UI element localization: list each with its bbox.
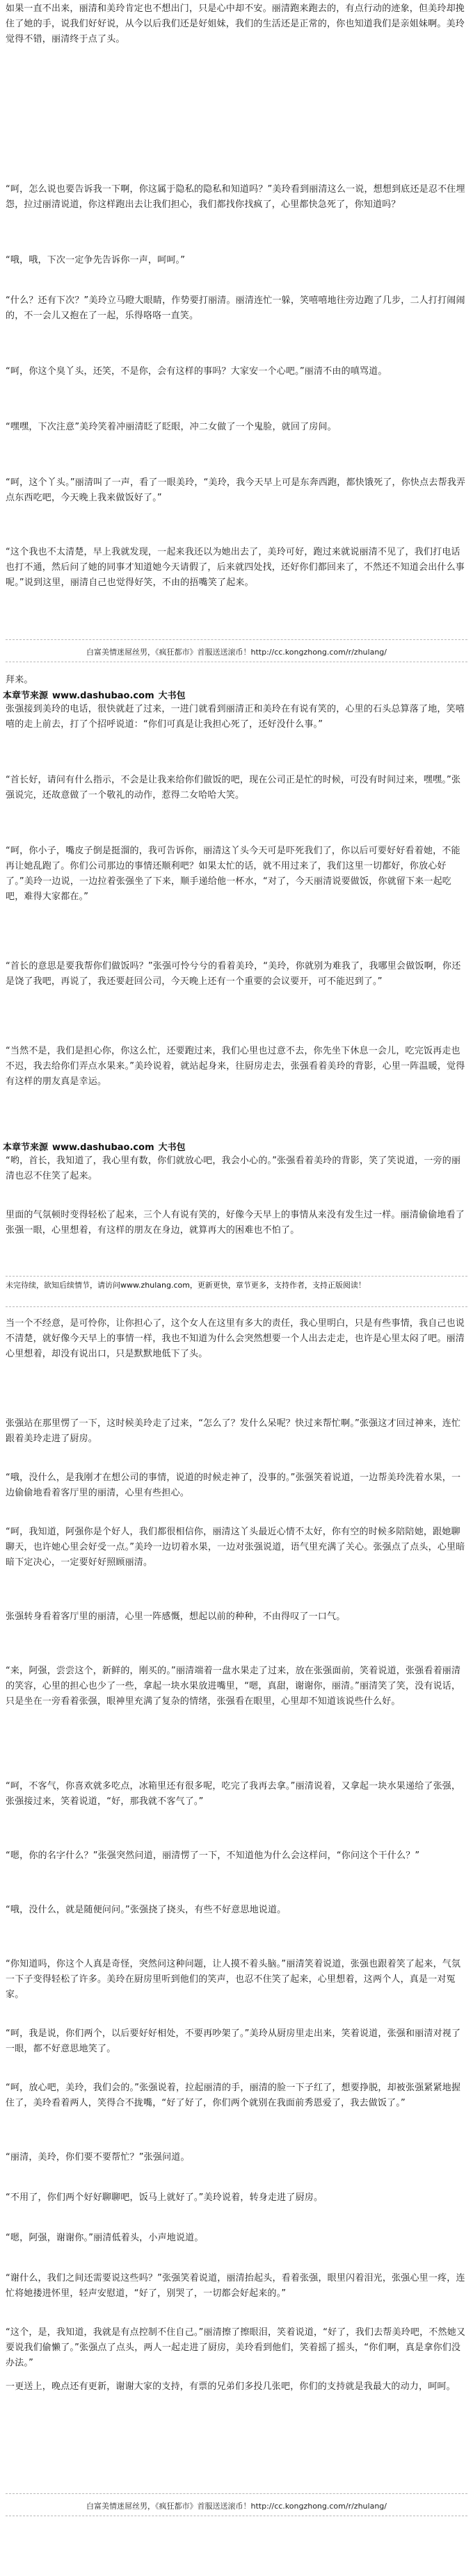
paragraph: “不用了，你们两个好好聊聊吧，饭马上就好了。”美玲说着，转身走进了厨房。: [6, 2192, 323, 2203]
paragraph: 张强转身看着客厅里的丽清，心里一阵感慨，想起以前的种种，不由得叹了一口气。: [6, 1611, 346, 1622]
paragraph: “哦，哦，下次一定争先告诉你一声，呵呵。”: [6, 255, 186, 265]
paragraph: “呵，我知道，阿强你是个好人，我们都很相信你，丽清这丫头最近心情不太好，你有空的时候多陪陪她，跟她聊聊天，也许她心里会好受一点。”美玲一边切着水果，一边对张强说道，语气里充满了关心。张强点了点头，心里暗暗下定决心，一定要好好照顾丽清。: [6, 1527, 465, 1568]
paragraph: “哟，首长，我知道了，我心里有数，你们就放心吧，我会小心的。”张强看着美玲的背影，笑了笑说道，一旁的丽清也忍不住笑了起来。: [6, 1156, 461, 1181]
paragraph: “呵，不客气，你喜欢就多吃点，冰箱里还有很多呢，吃完了我再去拿。”丽清说着，又拿起一块水果递给了张强，张强接过来，笑着说道，“好，那我就不客气了。”: [6, 1781, 461, 1807]
paragraph: “当然不是，我们是担心你，你这么忙，还要跑过来，我们心里也过意不去，你先坐下休息一会儿，吃完饭再走也不迟，我去给你们弄点水果来。”美玲说着，就站起身来，往厨房走去，张强看着美玲的背影，心里一阵温暖，觉得有这样的朋友真是幸运。: [6, 1046, 465, 1087]
divider: [6, 1306, 467, 1308]
paragraph: 如果一直不出来，丽清和美玲肯定也不想出门，只是心中却不安。丽清跑来跑去的，有点行动的迹象，但美玲却挽住了她的手，说我们好好说，从今以后我们还是好姐妹，我们的生活还是正常的，你也知道我们是亲姐妹啊。美玲觉得不错，丽清终于点了头。: [6, 3, 465, 44]
paragraph: “来，阿强，尝尝这个，新鲜的，刚买的。”丽清端着一盘水果走了过来，放在张强面前，笑着说道，张强看着丽清的笑容，心里的担心也少了一些，拿起一块水果放进嘴里，“嗯，真甜，谢谢你，丽清。”丽清笑了笑，没有说话，只是坐在一旁看着张强，眼神里充满了复杂的情绪，张强看在眼里，心里却不知道该说些什么好。: [6, 1666, 461, 1707]
paragraph: “呵，放心吧，美玲，我们会的。”张强说着，拉起丽清的手，丽清的脸一下子红了，想要挣脱，却被张强紧紧地握住了，美玲看着两人，笑得合不拢嘴，“好了好了，你们两个就别在我面前秀恩爱了，我去做饭了。”: [6, 2083, 461, 2108]
paragraph: 张强站在那里愣了一下，这时候美玲走了过来，“怎么了？发什么呆呢？快过来帮忙啊。”张强这才回过神来，连忙跟着美玲走进了厨房。: [6, 1418, 461, 1444]
paragraph: “你知道吗，你这个人真是奇怪，突然问这种问题，让人摸不着头脑。”丽清笑着说道，张强也跟着笑了起来，气氛一下子变得轻松了许多。美玲在厨房里听到他们的笑声，也忍不住笑了起来，心里想着，这两个人，真是一对冤家。: [6, 1959, 461, 2000]
source-url: www.dashubao.com: [52, 691, 154, 701]
ad-banner-link[interactable]: 白富美情迷屌丝男，《疯狂都市》首服送送滚币！http://cc.kongzhong.com/r/zhulang/: [86, 648, 387, 657]
paragraph: “呵，怎么说也要告诉我一下啊，你这属于隐私的隐私和知道吗？”美玲看到丽清这么一说，想想到底还是忍不住埋怨，拉过丽清说道，你这样跑出去让我们担心，我们都找你找疯了，心里都快急死了，你知道吗？: [6, 184, 465, 210]
paragraph: “哦，没什么，是我刚才在想公司的事情，说道的时候走神了，没事的。”张强笑着说道，一边帮美玲洗着水果，一边偷偷地看着客厅里的丽清，心里有些担心。: [6, 1472, 461, 1498]
paragraph: 张强接到美玲的电话，很快就赶了过来，一进门就看到丽清正和美玲在有说有笑的，心里的石头总算落了地，笑嘻嘻的走上前去，打了个招呼说道：“你们可真是让我担心死了，还好没什么事。”: [6, 704, 465, 730]
paragraph: “首长的意思是要我帮你们做饭吗？”张强可怜兮兮的看着美玲，“美玲，你就别为难我了，我哪里会做饭啊，你还是饶了我吧，再说了，我还要赶回公司，今天晚上还有一个重要的会议要开，可不能迟到了。”: [6, 961, 461, 987]
paragraph: “哦，没什么，就是随便问问。”张强挠了挠头，有些不好意思地说道。: [6, 1905, 287, 1915]
divider: [6, 2516, 467, 2517]
paragraph: 拜来。: [6, 675, 33, 685]
source-watermark: [3, 1140, 186, 1153]
site-notice: 未完待续，欲知后续情节，请访问www.zhulang.com，更新更快，章节更多，支持作者，支持正版阅读！: [6, 1281, 366, 1290]
paragraph: “嗯，阿强，谢谢你。”丽清低着头，小声地说道。: [6, 2233, 204, 2243]
paragraph: “呵，你这个臭丫头，还笑，不是你，会有这样的事吗？大家安一个心吧。”丽清不由的嗔骂道。: [6, 366, 387, 377]
paragraph: “首长好，请问有什么指示，不会是让我来给你们做饭的吧，现在公司正是忙的时候，可没有时间过来，嘿嘿。”张强说完，还故意做了一个敬礼的动作，惹得二女哈哈大笑。: [6, 775, 461, 801]
source-label: 本章节来源: [3, 691, 49, 701]
paragraph: “嘿嘿，下次注意”美玲笑着冲丽清眨了眨眼，冲二女做了一个鬼脸，就回了房间。: [6, 422, 337, 432]
paragraph: “什么？还有下次？”美玲立马瞪大眼睛，作势要打丽清。丽清连忙一躲，笑嘻嘻地往旁边跑了几步，二人打打闹闹的，不一会儿又抱在了一起，乐得咯咯一直笑。: [6, 295, 465, 321]
paragraph: “丽清，美玲，你们要不要帮忙？”张强问道。: [6, 2152, 190, 2163]
paragraph: [6, 2453, 467, 2484]
source-label: 本章节来源: [3, 1142, 49, 1153]
paragraph: “呵，我是说，你们两个，以后要好好相处，不要再吵架了。”美玲从厨房里走出来，笑着说道，张强和丽清对视了一眼，都不好意思地笑了。: [6, 2028, 461, 2054]
paragraph: 一更送上，晚点还有更新，谢谢大家的支持，有票的兄弟们多投几张吧，你们的支持就是我最大的动力，呵呵。: [6, 2381, 456, 2392]
source-watermark: [3, 688, 186, 701]
divider: [6, 1276, 467, 1277]
paragraph: “这个，是，我知道，我就是有点控制不住自己。”丽清擦了擦眼泪，笑着说道，“好了，我们去帮美玲吧，不然她又要说我们偷懒了。”张强点了点头，两人一起走进了厨房，美玲看到他们，笑着摇了摇头，“你们啊，真是拿你们没办法。”: [6, 2327, 466, 2368]
paragraph: “谢什么，我们之间还需要说这些吗？”张强笑着说道，丽清抬起头，看着张强，眼里闪着泪光，张强心里一疼，连忙将她搂进怀里，轻声安慰道，“好了，别哭了，一切都会好起来的。”: [6, 2273, 465, 2299]
paragraph: “嗯，你的名字什么？”张强突然问道，丽清愣了一下，不知道他为什么会这样问，“你问这个干什么？”: [6, 1851, 420, 1861]
divider: [6, 662, 467, 663]
source-tag: 大书包: [158, 1142, 186, 1153]
source-url: www.dashubao.com: [52, 1142, 154, 1153]
paragraph: “呵，这个丫头。”丽清叫了一声，看了一眼美玲，“美玲，我今天早上可是东奔西跑，都快饿死了，你快点去帮我弄点东西吃吧，今天晚上我来做饭好了。”: [6, 477, 466, 503]
divider: [6, 639, 467, 641]
paragraph: 当一个不经意，是可怜你，让你担心了，这个女人在这里有多大的责任，我心里明白，只是有些事情，我自己也说不清楚，就好像今天早上的事情一样，我也不知道为什么会突然想要一个人出去走走，也许是心里太闷了吧。丽清心里想着，却没有说出口，只是默默地低下了头。: [6, 1318, 465, 1359]
paragraph: “呵，你小子，嘴皮子倒是挺溜的，我可告诉你，丽清这丫头今天可是吓死我们了，你以后可要好好看着她，不能再让她乱跑了。你们公司那边的事情还顺利吧？如果太忙的话，就不用过来了，我们这里一切都好，你放心好了。”美玲一边说，一边拉着张强坐了下来，顺手递给他一杯水，“对了，今天丽清说要做饭，你就留下来一起吃吧，难得大家都在。”: [6, 846, 460, 902]
ad-banner-link[interactable]: 白富美情迷屌丝男，《疯狂都市》首服送送滚币！http://cc.kongzhong.com/r/zhulang/: [86, 2502, 387, 2511]
source-tag: 大书包: [158, 691, 186, 701]
paragraph: “这个我也不太清楚，早上我就发现，一起来我还以为她出去了，美玲可好，跑过来就说丽清不见了，我们打电话也打不通，然后问了她的同事才知道她今天请假了，后来就四处找，还好你们都回来了，不然还不知道会出什么事呢。”说到这里，丽清自己也觉得好笑，不由的捂嘴笑了起来。: [6, 547, 465, 588]
divider: [6, 2493, 467, 2495]
paragraph: 里面的气氛顿时变得轻松了起来，三个人有说有笑的，好像今天早上的事情从来没有发生过一样。丽清偷偷地看了张强一眼，心里想着，有这样的朋友在身边，就算再大的困难也不怕了。: [6, 1210, 465, 1236]
